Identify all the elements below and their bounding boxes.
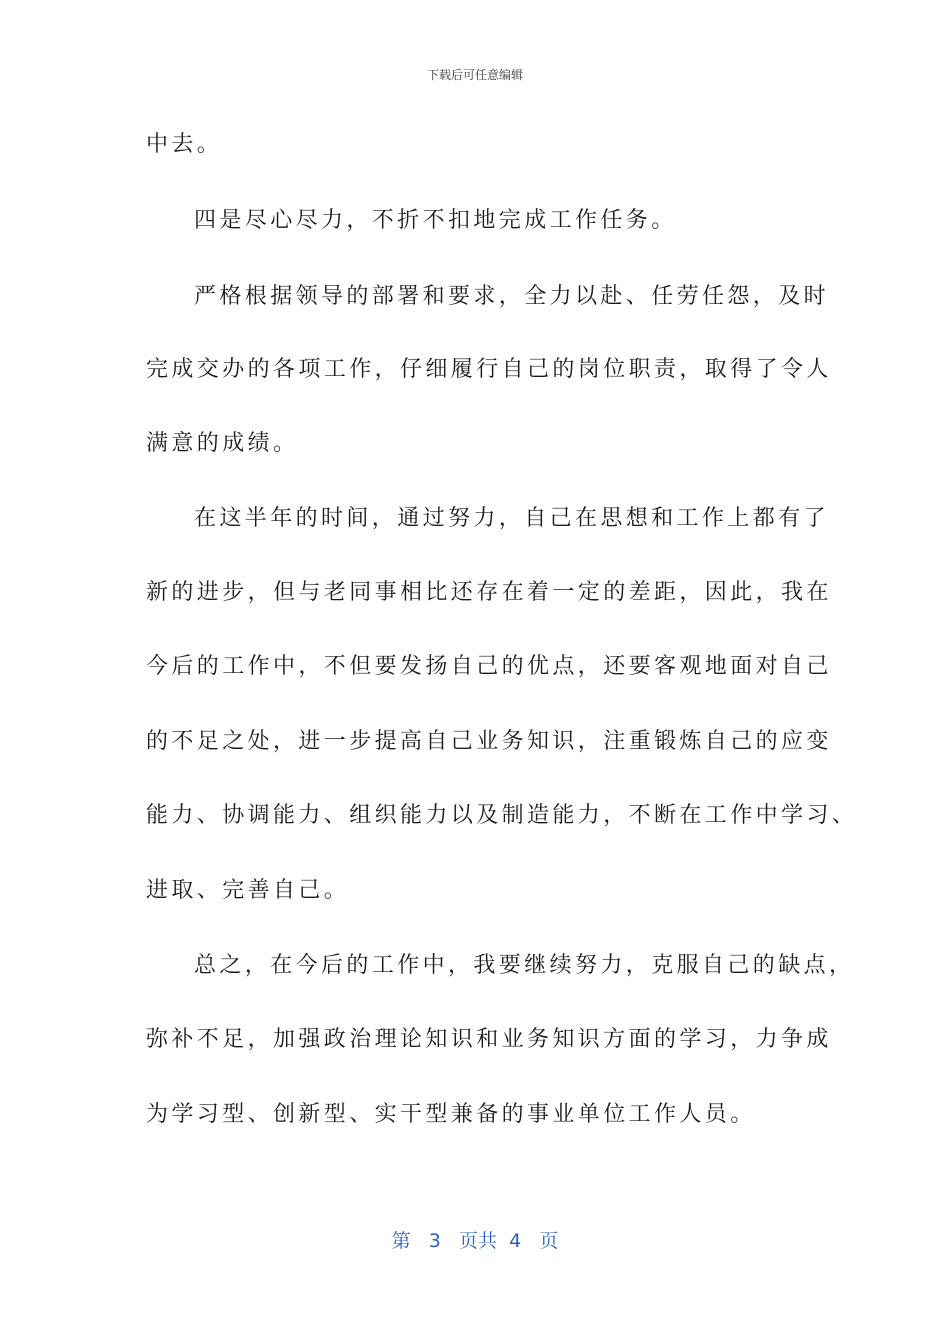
text-line: 在这半年的时间，通过努力，自己在思想和工作上都有了 <box>194 506 830 531</box>
text-line: 弥补不足，加强政治理论知识和业务知识方面的学习，力争成 <box>146 1027 832 1052</box>
text-line: 的不足之处，进一步提高自己业务知识，注重锻炼自己的应变 <box>146 729 832 754</box>
footer-prefix: 第 <box>391 1230 411 1252</box>
footer-suffix: 页 <box>539 1230 559 1252</box>
text-line: 中去。 <box>146 132 223 157</box>
text-line: 能力、协调能力、组织能力以及制造能力，不断在工作中学习、 <box>146 803 858 828</box>
text-line: 为学习型、创新型、实干型兼备的事业单位工作人员。 <box>146 1102 756 1127</box>
footer-total-pages: 4 <box>509 1230 522 1252</box>
text-line: 四是尽心尽力，不折不扣地完成工作任务。 <box>194 208 677 233</box>
text-line: 完成交办的各项工作，仔细履行自己的岗位职责，取得了令人 <box>146 357 832 382</box>
page-header: 下载后可任意编辑 <box>426 68 523 82</box>
footer-middle: 页共 <box>459 1230 498 1252</box>
text-line: 今后的工作中，不但要发扬自己的优点，还要客观地面对自己 <box>146 654 832 679</box>
text-line: 进取、完善自己。 <box>146 878 350 903</box>
footer-page-number: 3 <box>428 1230 441 1252</box>
text-line: 总之，在今后的工作中，我要继续努力，克服自己的缺点， <box>194 953 855 978</box>
text-line: 满意的成绩。 <box>146 431 299 456</box>
text-line: 新的进步，但与老同事相比还存在着一定的差距，因此，我在 <box>146 580 832 605</box>
page-footer <box>0 1226 950 1253</box>
text-line: 严格根据领导的部署和要求，全力以赴、任劳任怨，及时 <box>194 284 830 309</box>
